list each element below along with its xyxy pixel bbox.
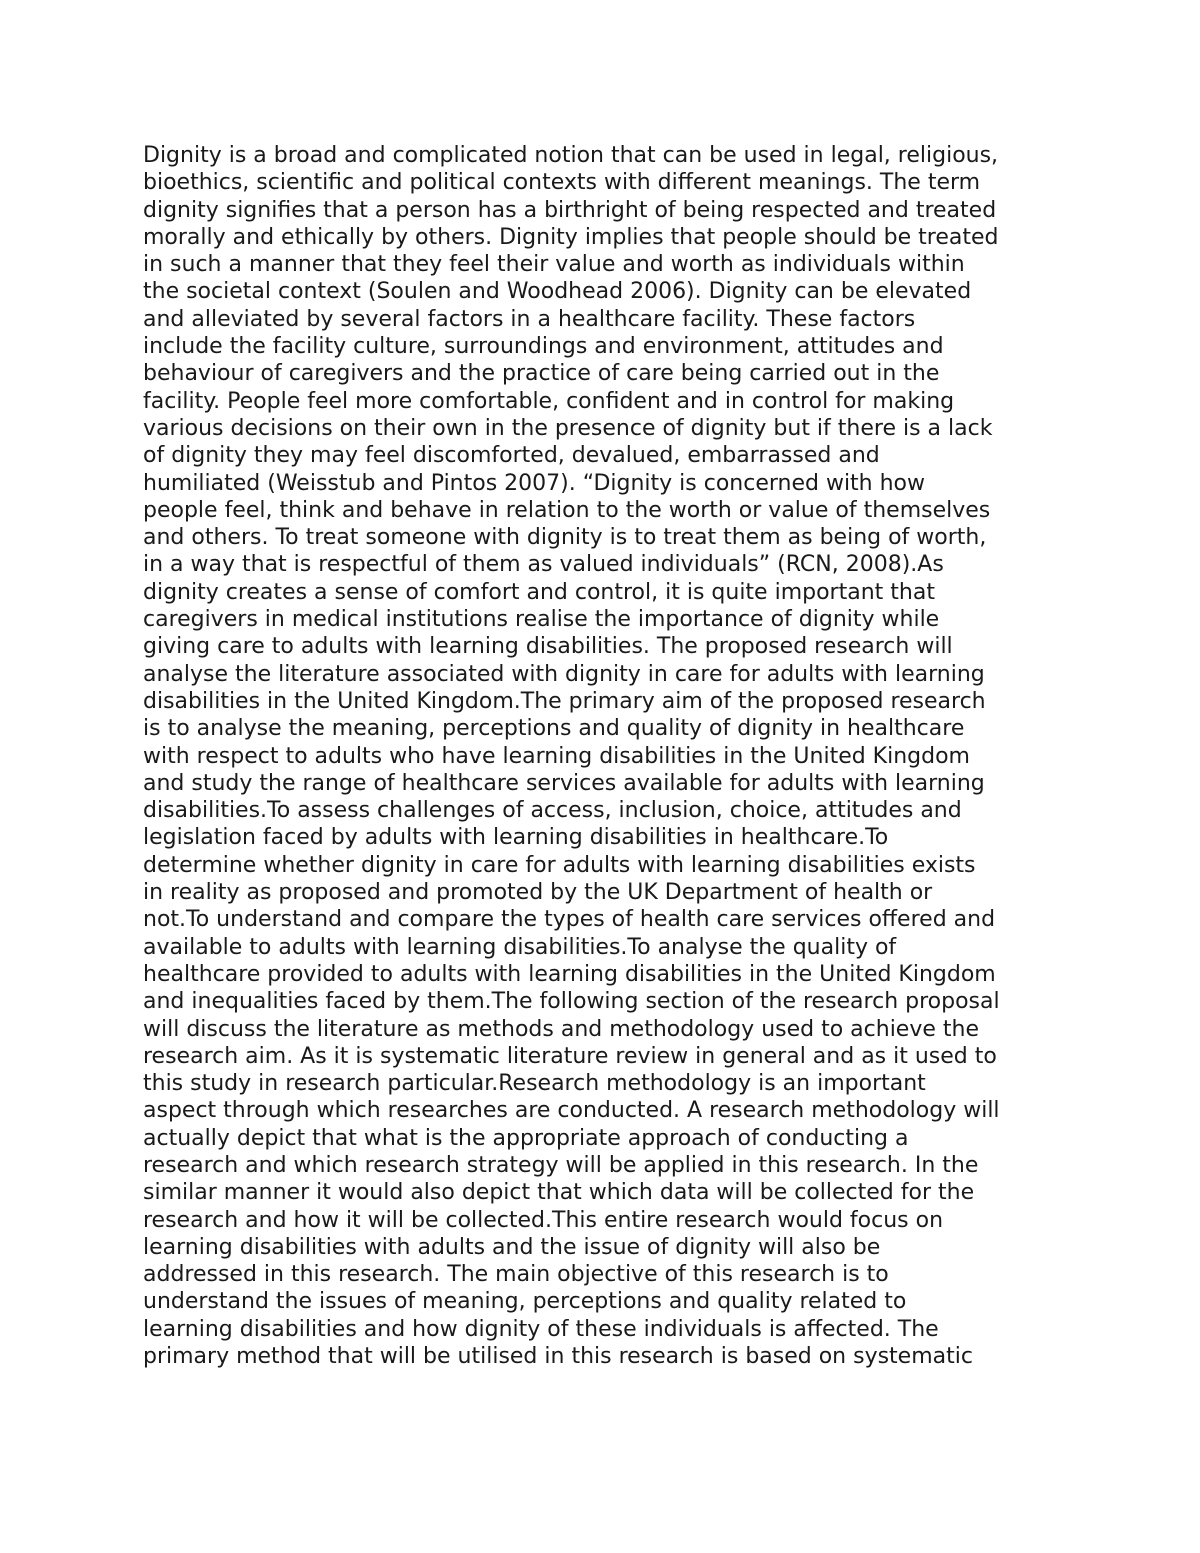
text-line: and inequalities faced by them.The following section of the research proposal xyxy=(143,989,1000,1015)
text-line: dignity signifies that a person has a birthright of being respected and treated xyxy=(143,197,997,223)
text-line: with respect to adults who have learning disabilities in the United Kingdom xyxy=(143,743,970,769)
text-line: of dignity they may feel discomforted, devalued, embarrassed and xyxy=(143,443,880,469)
text-line: people feel, think and behave in relation to the worth or value of themselves xyxy=(143,497,991,523)
text-line: bioethics, scientific and political contexts with different meanings. The term xyxy=(143,170,981,196)
text-line: research and how it will be collected.This entire research would focus on xyxy=(143,1207,944,1233)
text-line: include the facility culture, surroundings and environment, attitudes and xyxy=(143,334,944,360)
text-line: legislation faced by adults with learning disabilities in healthcare.To xyxy=(143,825,889,851)
text-line: behaviour of caregivers and the practice of care being carried out in the xyxy=(143,361,940,387)
text-line: research aim. As it is systematic literature review in general and as it used to xyxy=(143,1043,997,1069)
text-line: actually depict that what is the appropriate approach of conducting a xyxy=(143,1125,909,1151)
text-line: aspect through which researches are conducted. A research methodology will xyxy=(143,1098,1000,1124)
text-line: addressed in this research. The main objective of this research is to xyxy=(143,1262,889,1288)
text-line: available to adults with learning disabilities.To analyse the quality of xyxy=(143,934,897,960)
body-paragraph xyxy=(143,142,1073,1370)
text-line: understand the issues of meaning, perceptions and quality related to xyxy=(143,1289,907,1315)
text-line: this study in research particular.Research methodology is an important xyxy=(143,1071,926,1097)
text-line: in reality as proposed and promoted by the UK Department of health or xyxy=(143,880,933,906)
text-line: primary method that will be utilised in this research is based on systematic xyxy=(143,1344,973,1370)
text-line: research and which research strategy will be applied in this research. In the xyxy=(143,1152,979,1178)
text-line: morally and ethically by others. Dignity implies that people should be treated xyxy=(143,224,999,250)
text-line: learning disabilities with adults and the issue of dignity will also be xyxy=(143,1234,881,1260)
text-line: in such a manner that they feel their value and worth as individuals within xyxy=(143,252,965,278)
text-line: and alleviated by several factors in a healthcare facility. These factors xyxy=(143,306,916,332)
text-line: the societal context (Soulen and Woodhead 2006). Dignity can be elevated xyxy=(143,279,972,305)
text-line: various decisions on their own in the presence of dignity but if there is a lack xyxy=(143,415,993,441)
text-line: humiliated (Weisstub and Pintos 2007). “Dignity is concerned with how xyxy=(143,470,926,496)
text-line: disabilities.To assess challenges of access, inclusion, choice, attitudes and xyxy=(143,798,962,824)
text-line: and study the range of healthcare services available for adults with learning xyxy=(143,770,985,796)
text-line: not.To understand and compare the types of health care services offered and xyxy=(143,907,996,933)
text-line: giving care to adults with learning disabilities. The proposed research will xyxy=(143,634,953,660)
text-line: disabilities in the United Kingdom.The primary aim of the proposed research xyxy=(143,688,986,714)
text-line: determine whether dignity in care for adults with learning disabilities exists xyxy=(143,852,976,878)
text-line: analyse the literature associated with dignity in care for adults with learning xyxy=(143,661,985,687)
text-line: learning disabilities and how dignity of these individuals is affected. The xyxy=(143,1316,939,1342)
text-line: is to analyse the meaning, perceptions and quality of dignity in healthcare xyxy=(143,716,965,742)
text-line: healthcare provided to adults with learning disabilities in the United Kingdom xyxy=(143,961,996,987)
text-line: similar manner it would also depict that which data will be collected for the xyxy=(143,1180,975,1206)
text-line: in a way that is respectful of them as valued individuals” (RCN, 2008).As xyxy=(143,552,944,578)
text-line: will discuss the literature as methods and methodology used to achieve the xyxy=(143,1016,979,1042)
text-line: caregivers in medical institutions realise the importance of dignity while xyxy=(143,607,940,633)
text-line: dignity creates a sense of comfort and control, it is quite important that xyxy=(143,579,935,605)
text-line: Dignity is a broad and complicated notion that can be used in legal, religious, xyxy=(143,143,999,168)
text-line: facility. People feel more comfortable, confident and in control for making xyxy=(143,388,955,414)
text-line: and others. To treat someone with dignity is to treat them as being of worth, xyxy=(143,525,987,551)
